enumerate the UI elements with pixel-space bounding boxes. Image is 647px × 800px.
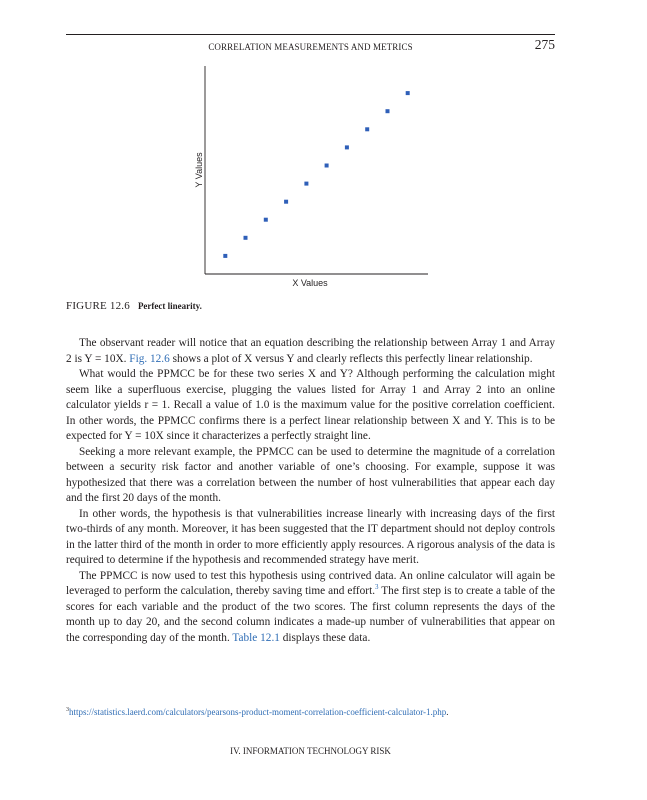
figure-caption-text: Perfect linearity. <box>137 301 202 311</box>
paragraph-1-text-b: shows a plot of X versus Y and clearly reflects this perfectly linear relationship. <box>169 352 533 365</box>
data-point-10 <box>406 91 410 95</box>
paragraph-5-text-c: displays these data. <box>279 631 371 644</box>
data-point-8 <box>365 127 369 131</box>
scatter-chart <box>160 60 440 300</box>
paragraph-5-text-a: The PPMCC is now used to test this hypothesis using contrived data. An online calculator will again be leveraged to perform the calculation, thereby saving time and effort. <box>66 569 555 597</box>
data-point-6 <box>325 164 329 168</box>
data-point-4 <box>284 200 288 204</box>
paragraph-4: In other words, the hypothesis is that vulnerabilities increase linearly with increasing days of the first two-thirds of any month. Moreover, it has been suggested that the IT department should not deploy controls in the latter third of the month in order to more efficiently apply resources. A rigorous analysis of the data is required to determine if the hypothesis and recommended strategy have merit. <box>66 507 555 566</box>
data-point-7 <box>345 145 349 149</box>
data-point-5 <box>304 182 308 186</box>
running-foot: IV. INFORMATION TECHNOLOGY RISK <box>230 746 391 756</box>
page-number: 275 <box>534 37 555 52</box>
paragraph-1-text-a: The observant reader will notice that an equation describing the relationship between Array 1 and Array 2 is Y = 10X. <box>66 337 555 365</box>
paragraph-3: Seeking a more relevant example, the PPMCC can be used to determine the magnitude of a correlation between a security risk factor and another variable of one’s choosing. For example, suppose it was hypothesized that there was a correlation between the number of host vulnerabilities that appear each day and the first 20 days of the month. <box>66 445 555 504</box>
y-axis-label: Y Values <box>194 152 204 188</box>
data-point-1 <box>223 254 227 258</box>
paragraph-2: What would the PPMCC be for these two series X and Y? Although performing the calculation might seem like a superfluous exercise, plugging the values listed for Array 1 and Array 2 into an online calculator yields r = 1. Recall a value of 1.0 is the maximum value for the positive correlation coefficient. In other words, the PPMCC confirms there is a perfect linear relationship between X and Y. This is to be expected for Y = 10X since it characterizes a perfectly straight line. <box>66 368 555 442</box>
data-points <box>223 91 409 258</box>
data-point-3 <box>264 218 268 222</box>
footnote <box>66 706 555 718</box>
paragraph-1 <box>66 336 555 367</box>
header-rule <box>66 34 555 35</box>
footnote-url-link[interactable]: https://statistics.laerd.com/calculators/pearsons-product-moment-correlation-coefficient-calculator-1.php <box>69 707 447 717</box>
figure-reference-link[interactable]: Fig. 12.6 <box>129 352 170 365</box>
paragraph-5-text-b: The first step is to create a table of the scores for each variable and the product of the two scores. The first column represents the days of the month up to day 20, and the second column indicates a made-up number of vulnerabilities that appear on the corresponding day of the month. <box>66 585 555 644</box>
footnote-number: 3 <box>66 707 69 713</box>
table-reference-link[interactable]: Table 12.1 <box>232 631 280 644</box>
x-axis-label: X Values <box>292 278 328 288</box>
figure-label: FIGURE 12.6 <box>66 300 130 312</box>
footnote-marker-link[interactable]: 3 <box>375 583 379 592</box>
data-point-9 <box>386 109 390 113</box>
data-point-2 <box>244 236 248 240</box>
body-text <box>66 336 555 646</box>
figure-caption <box>66 298 202 314</box>
paragraph-5 <box>66 569 555 647</box>
footnote-end: . <box>446 707 449 717</box>
running-head: CORRELATION MEASUREMENTS AND METRICS <box>208 42 413 52</box>
